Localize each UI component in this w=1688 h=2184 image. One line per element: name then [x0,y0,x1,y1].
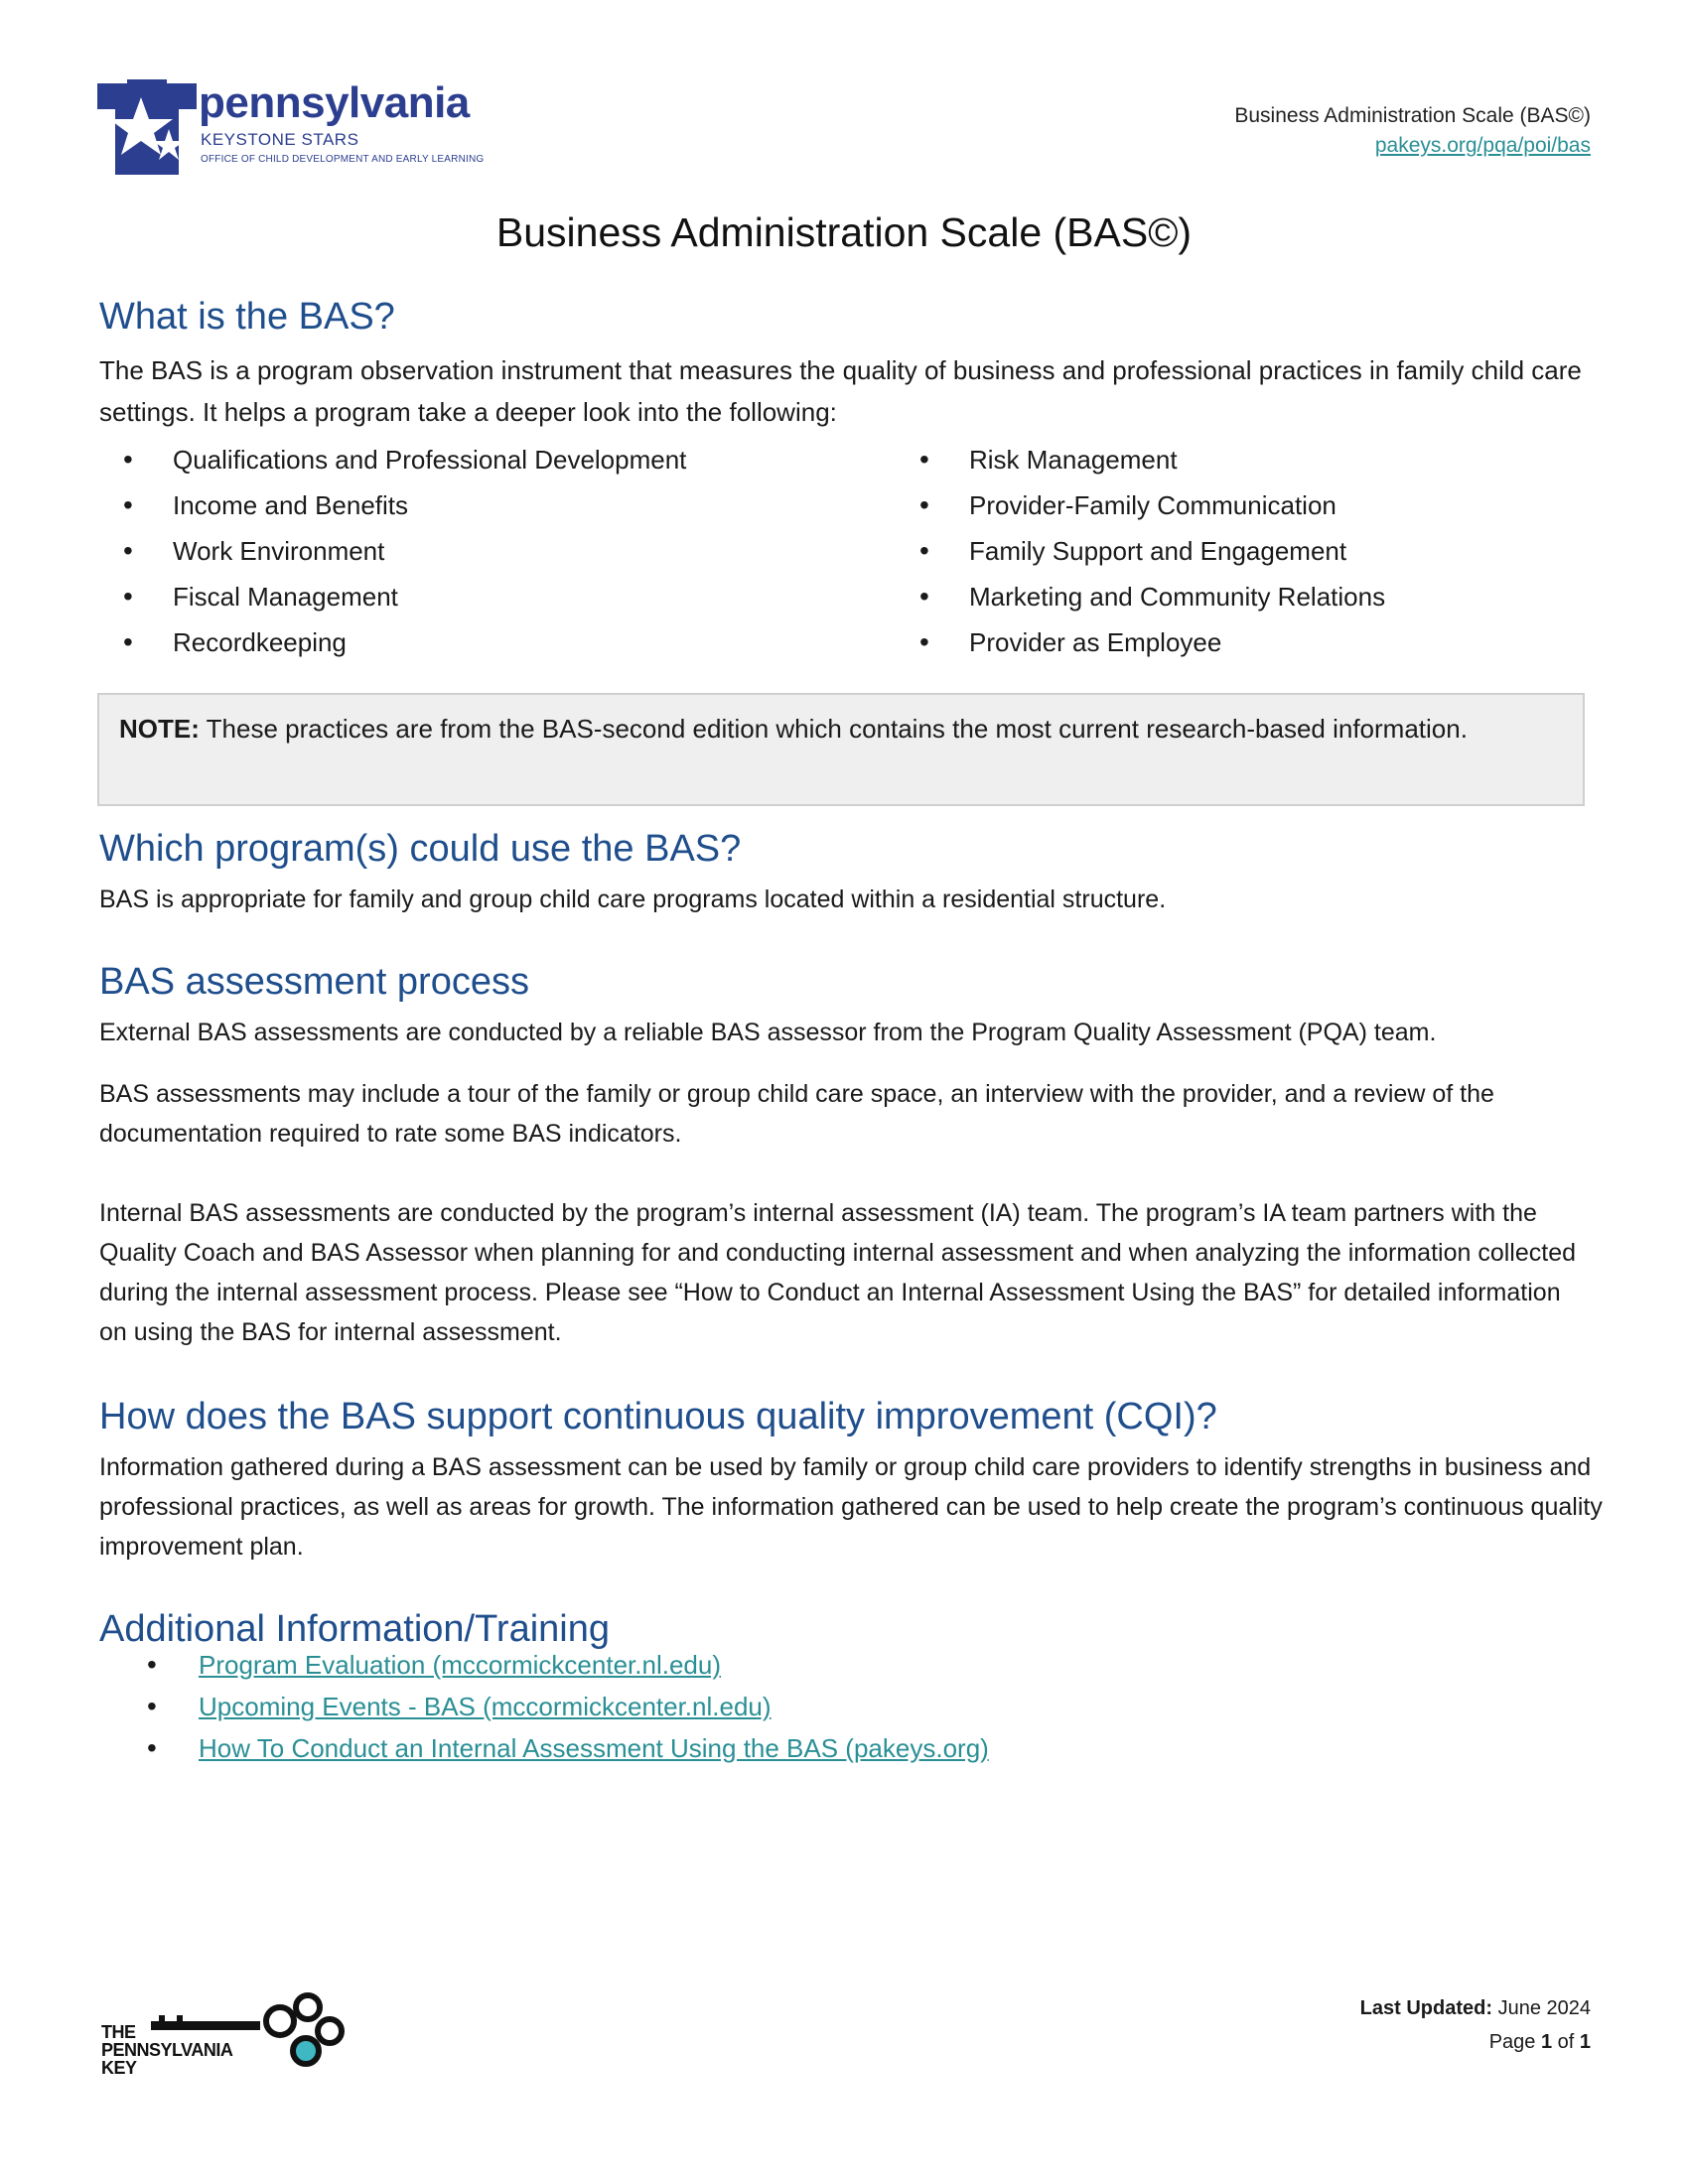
key-logo-text [101,2023,232,2077]
list-item: • Work Environment [99,528,686,574]
logo-wordmark: pennsylvania [199,78,470,127]
last-updated-label: Last Updated: [1359,1997,1493,2019]
list-item [147,1686,989,1727]
key-logo-line: PENNSYLVANIA [101,2040,233,2060]
heading-what-is-bas: What is the BAS? [99,296,395,338]
list-item: • Income and Benefits [99,482,686,528]
logo-subtitle: KEYSTONE STARS [201,130,359,149]
keystone-star-icon [97,79,197,175]
list-item: • Qualifications and Professional Development [99,437,686,482]
page-number [1360,2025,1591,2059]
list-item: • Fiscal Management [99,574,686,619]
list-item: • Provider as Employee [896,619,1385,665]
last-updated [1360,1991,1591,2025]
note-text [119,707,1549,751]
link-program-evaluation[interactable]: Program Evaluation (mccormickcenter.nl.edu) [199,1650,721,1680]
list-item: • Risk Management [896,437,1385,482]
keystone-stars-logo [97,78,485,175]
list-item: • Family Support and Engagement [896,528,1385,574]
what-is-bas-body: The BAS is a program observation instrument that measures the quality of business and professional practices in family child care settings. It helps a program take a deeper look into the following: [99,355,1582,427]
process-paragraph-3: Internal BAS assessments are conducted by the program’s internal assessment (IA) team. The program’s IA team partners with the Quality Coach and BAS Assessor when planning for and conducting internal assessment and when analyzing the information collected during the internal assessment process. Please see “How to Conduct an Internal Assessment Using the BAS” for detailed information on using the BAS for internal assessment. [99,1199,1576,1346]
process-paragraph-1: External BAS assessments are conducted by a reliable BAS assessor from the Program Quality Assessment (PQA) team. [99,1019,1437,1046]
bas-topics-list-right [896,437,1385,665]
heading-assessment-process: BAS assessment process [99,961,529,1003]
bas-topics-list-left [99,437,686,665]
cqi-body: Information gathered during a BAS assessment can be used by family or group child care providers to identify strengths in business and professional practices, as well as areas for growth. The information gathered can be used to help create the program’s continuous quality improvement plan. [99,1453,1603,1561]
key-logo-line: KEY [101,2058,137,2078]
note-body: These practices are from the BAS-second edition which contains the most current research-based information. [199,714,1468,744]
page-current: 1 [1540,2031,1553,2053]
heading-which-programs: Which program(s) could use the BAS? [99,828,742,870]
logo-tagline: OFFICE OF CHILD DEVELOPMENT AND EARLY LEARNING [201,154,485,165]
link-upcoming-events[interactable]: Upcoming Events - BAS (mccormickcenter.nl.edu) [199,1692,772,1721]
key-logo-line: THE [101,2022,136,2042]
list-item [147,1644,989,1686]
list-item: • Recordkeeping [99,619,686,665]
page-of: of [1552,2031,1580,2053]
page-word: Page [1488,2031,1541,2053]
process-paragraph-2: BAS assessments may include a tour of the family or group child care space, an interview with the provider, and a review of the documentation required to rate some BAS indicators. [99,1080,1494,1148]
note-box [97,693,1585,806]
list-item [147,1727,989,1769]
header-doc-name: Business Administration Scale (BAS©) [1234,104,1591,127]
footer-meta [1360,1991,1591,2059]
which-programs-body: BAS is appropriate for family and group child care programs located within a residential structure. [99,886,1167,913]
header-url-link[interactable]: pakeys.org/pqa/poi/bas [1374,134,1591,157]
heading-cqi: How does the BAS support continuous quality improvement (CQI)? [99,1396,1217,1437]
list-item: • Marketing and Community Relations [896,574,1385,619]
link-internal-assessment[interactable]: How To Conduct an Internal Assessment Using the BAS (pakeys.org) [199,1733,989,1763]
list-item: • Provider-Family Communication [896,482,1385,528]
additional-links-list [147,1644,989,1769]
note-label: NOTE: [119,714,200,744]
heading-additional-info: Additional Information/Training [99,1608,610,1650]
page-total: 1 [1579,2031,1591,2053]
document-title: Business Administration Scale (BAS©) [495,209,1193,255]
pennsylvania-key-logo [101,1991,350,2078]
last-updated-value: June 2024 [1492,1997,1591,2019]
header-right [1234,101,1591,161]
